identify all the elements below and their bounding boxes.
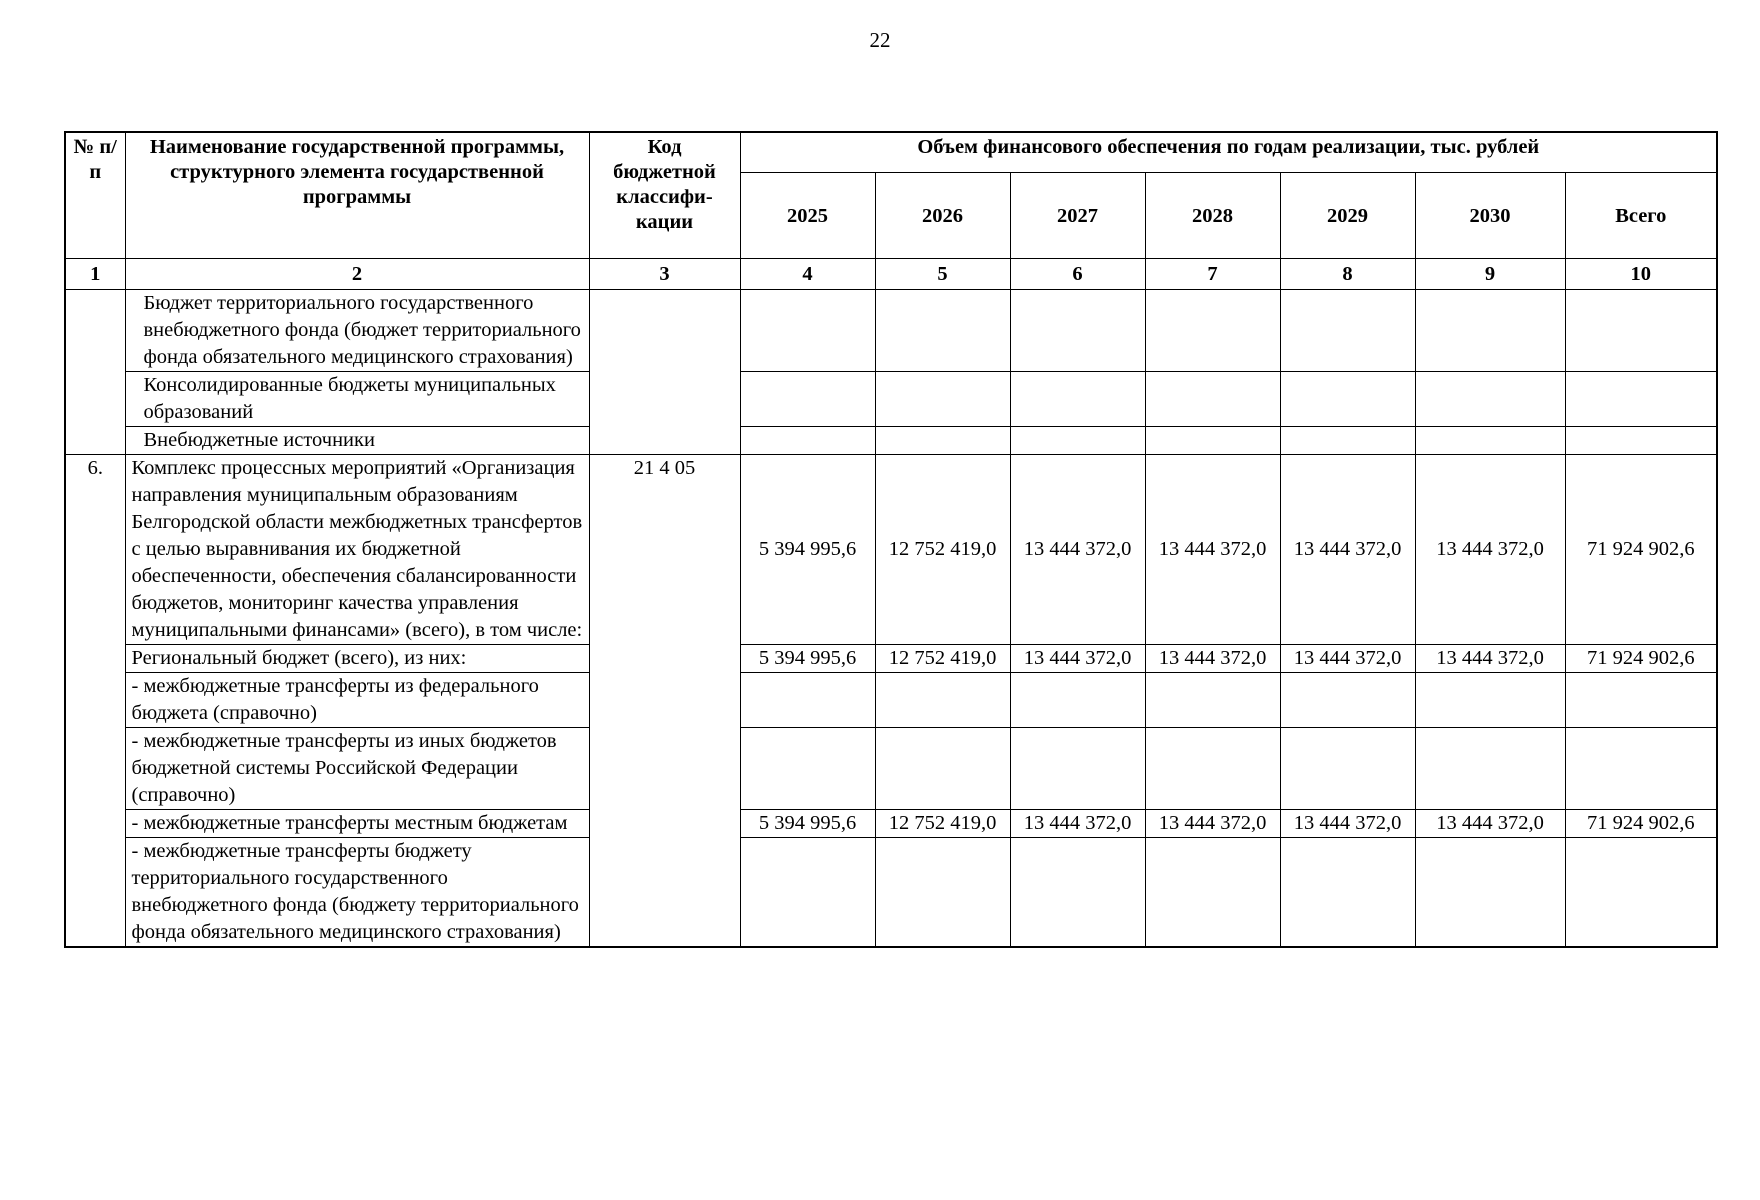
value-cell [875, 289, 1010, 371]
value-cell [1415, 672, 1565, 727]
value-cell [1010, 289, 1145, 371]
value-cell [1010, 371, 1145, 426]
value-cell [1280, 727, 1415, 809]
table-row [65, 289, 1717, 371]
header-total: Всего [1565, 172, 1717, 258]
table-row [65, 809, 1717, 837]
value-cell [1280, 837, 1415, 947]
value-cell [1415, 289, 1565, 371]
header-year: 2030 [1415, 172, 1565, 258]
row-name: - межбюджетные трансферты из федерального бюджета (справочно) [125, 672, 589, 727]
value-cell [740, 727, 875, 809]
value-cell [1565, 672, 1717, 727]
financing-table [64, 131, 1718, 948]
value-cell: 13 444 372,0 [1010, 644, 1145, 672]
column-number: 3 [589, 258, 740, 289]
value-cell [1145, 727, 1280, 809]
table-row [65, 454, 1717, 644]
value-cell: 5 394 995,6 [740, 644, 875, 672]
value-cell: 12 752 419,0 [875, 644, 1010, 672]
value-cell [1010, 837, 1145, 947]
column-number: 6 [1010, 258, 1145, 289]
header-col-name: Наименование государственной программы, структурного элемента государственной программы [125, 132, 589, 258]
value-cell [1145, 289, 1280, 371]
header-year: 2029 [1280, 172, 1415, 258]
value-cell: 12 752 419,0 [875, 809, 1010, 837]
header-year: 2025 [740, 172, 875, 258]
column-number: 10 [1565, 258, 1717, 289]
header-col-volume: Объем финансового обеспечения по годам реализации, тыс. рублей [740, 132, 1717, 172]
row-name: - межбюджетные трансферты из иных бюджетов бюджетной системы Российской Федерации (справочно) [125, 727, 589, 809]
value-cell: 13 444 372,0 [1010, 809, 1145, 837]
value-cell [1145, 426, 1280, 454]
value-cell [1565, 371, 1717, 426]
value-cell [740, 837, 875, 947]
row-name: Региональный бюджет (всего), из них: [125, 644, 589, 672]
value-cell: 13 444 372,0 [1145, 644, 1280, 672]
column-number: 7 [1145, 258, 1280, 289]
value-cell [740, 426, 875, 454]
row-number: 6. [65, 454, 125, 947]
value-cell [875, 371, 1010, 426]
value-cell: 13 444 372,0 [1280, 809, 1415, 837]
column-number: 2 [125, 258, 589, 289]
column-number-row [65, 258, 1717, 289]
value-cell: 13 444 372,0 [1145, 454, 1280, 644]
value-cell: 71 924 902,6 [1565, 454, 1717, 644]
header-col-num: № п/п [65, 132, 125, 258]
row-name: Бюджет территориального государственного внебюджетного фонда (бюджет территориального фонда обязательного медицинского страхования) [125, 289, 589, 371]
value-cell [1010, 727, 1145, 809]
header-col-code: Код бюджетной классифи-кации [589, 132, 740, 258]
value-cell: 13 444 372,0 [1280, 644, 1415, 672]
table-row [65, 644, 1717, 672]
value-cell: 5 394 995,6 [740, 809, 875, 837]
column-number: 5 [875, 258, 1010, 289]
value-cell [1565, 426, 1717, 454]
header-year: 2027 [1010, 172, 1145, 258]
value-cell [740, 289, 875, 371]
value-cell [1415, 371, 1565, 426]
table-row [65, 837, 1717, 947]
value-cell [875, 426, 1010, 454]
value-cell: 71 924 902,6 [1565, 644, 1717, 672]
value-cell [875, 727, 1010, 809]
value-cell [1280, 672, 1415, 727]
value-cell [1010, 672, 1145, 727]
column-number: 8 [1280, 258, 1415, 289]
value-cell: 13 444 372,0 [1415, 454, 1565, 644]
value-cell: 13 444 372,0 [1280, 454, 1415, 644]
value-cell [1565, 289, 1717, 371]
row-name: - межбюджетные трансферты бюджету территориального государственного внебюджетного фонда (бюджету территориального фонда обязательного медицинского страхования) [125, 837, 589, 947]
page-number: 22 [869, 28, 891, 52]
value-cell: 71 924 902,6 [1565, 809, 1717, 837]
table-row [65, 727, 1717, 809]
value-cell: 12 752 419,0 [875, 454, 1010, 644]
value-cell [1280, 289, 1415, 371]
value-cell [875, 672, 1010, 727]
value-cell [1010, 426, 1145, 454]
value-cell [1415, 837, 1565, 947]
column-number: 9 [1415, 258, 1565, 289]
value-cell [1415, 426, 1565, 454]
value-cell [1415, 727, 1565, 809]
value-cell: 13 444 372,0 [1415, 644, 1565, 672]
value-cell: 5 394 995,6 [740, 454, 875, 644]
row-name: Консолидированные бюджеты муниципальных образований [125, 371, 589, 426]
value-cell [740, 672, 875, 727]
row-name: - межбюджетные трансферты местным бюджетам [125, 809, 589, 837]
value-cell [1565, 837, 1717, 947]
table-row [65, 371, 1717, 426]
header-year: 2026 [875, 172, 1010, 258]
value-cell [1145, 672, 1280, 727]
value-cell: 13 444 372,0 [1415, 809, 1565, 837]
table-row [65, 426, 1717, 454]
row-code: 21 4 05 [589, 454, 740, 947]
value-cell: 13 444 372,0 [1010, 454, 1145, 644]
value-cell [1280, 371, 1415, 426]
value-cell: 13 444 372,0 [1145, 809, 1280, 837]
value-cell [875, 837, 1010, 947]
header-year: 2028 [1145, 172, 1280, 258]
column-number: 1 [65, 258, 125, 289]
row-code [589, 289, 740, 454]
row-number [65, 289, 125, 454]
value-cell [740, 371, 875, 426]
header-row-top [65, 132, 1717, 172]
value-cell [1565, 727, 1717, 809]
row-name: Внебюджетные источники [125, 426, 589, 454]
table-row [65, 672, 1717, 727]
value-cell [1145, 371, 1280, 426]
column-number: 4 [740, 258, 875, 289]
row-name: Комплекс процессных мероприятий «Организация направления муниципальным образованиям Белгородской области межбюджетных трансфертов с целью выравнивания их бюджетной обеспеченности, обеспечения сбалансированности бюджетов, мониторинг качества управления муниципальными финансами» (всего), в том числе: [125, 454, 589, 644]
value-cell [1280, 426, 1415, 454]
value-cell [1145, 837, 1280, 947]
